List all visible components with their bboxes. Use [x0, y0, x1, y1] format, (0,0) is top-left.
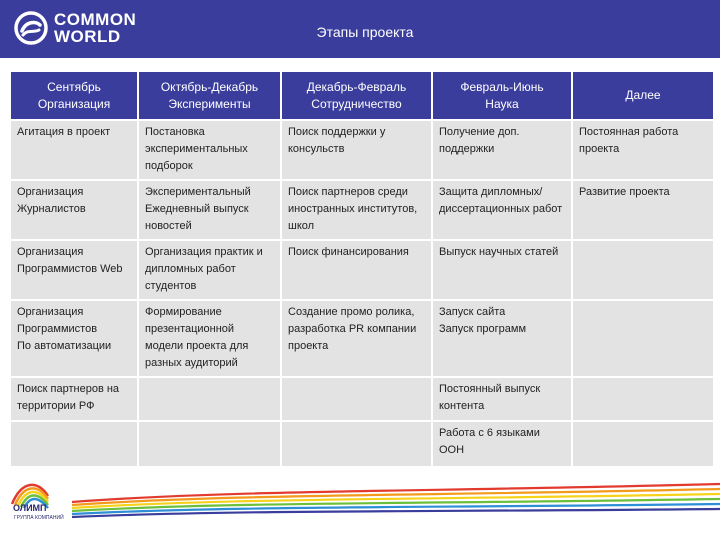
- cell-text: По автоматизации: [17, 340, 112, 352]
- table-cell: [282, 301, 431, 376]
- common-world-logo: [14, 9, 164, 49]
- table-cell: [433, 181, 571, 239]
- table-row: [11, 181, 713, 239]
- olimp-logo-subtext: ГРУППА КОМПАНИЙ: [14, 515, 64, 521]
- cell-text: модели проекта для: [145, 340, 249, 352]
- table-cell: [11, 181, 137, 239]
- cell-text: территории РФ: [17, 400, 95, 412]
- cell-text: консульств: [288, 143, 345, 155]
- cell-text: Создание промо ролика,: [288, 306, 415, 318]
- column-header-2: [282, 72, 431, 119]
- cell-text: Развитие проекта: [579, 186, 670, 198]
- cell-text: Защита дипломных/: [439, 186, 543, 198]
- cell-text: поддержки: [439, 143, 495, 155]
- column-header-line: Декабрь-Февраль: [306, 79, 407, 94]
- column-header-line: Организация: [37, 96, 111, 111]
- cell-text: Выпуск научных статей: [439, 246, 559, 258]
- olimp-logo-icon: [8, 474, 70, 530]
- table-cell: [433, 422, 571, 466]
- table-body: [11, 121, 713, 466]
- cell-text: Агитация в проект: [17, 126, 111, 138]
- table-row: [11, 301, 713, 376]
- cell-text: Организация: [17, 186, 84, 198]
- cell-text: Организация: [17, 246, 84, 258]
- cell-text: Ежедневный выпуск: [145, 203, 249, 215]
- cell-text: дипломных работ: [145, 263, 236, 275]
- table-row: [11, 241, 713, 299]
- table-cell: [573, 422, 713, 466]
- table-row: [11, 121, 713, 179]
- column-header-line: Октябрь-Декабрь: [160, 79, 259, 94]
- table-cell: [433, 301, 571, 376]
- cell-text: экспериментальных: [145, 143, 248, 155]
- table-row: [11, 378, 713, 420]
- column-header-line: Наука: [485, 96, 519, 111]
- table-cell: [433, 378, 571, 420]
- column-header-3: [433, 72, 571, 119]
- table-cell: [573, 378, 713, 420]
- table-cell: [573, 121, 713, 179]
- table-cell: [282, 181, 431, 239]
- header-bar: [0, 0, 720, 58]
- table-cell: [282, 121, 431, 179]
- globe-icon: [14, 11, 48, 45]
- table-row: [11, 422, 713, 466]
- table-cell: [11, 378, 137, 420]
- cell-text: разных аудиторий: [145, 357, 238, 369]
- project-stages-table: [9, 70, 715, 468]
- cell-text: Журналистов: [17, 203, 86, 215]
- table-cell: [139, 121, 280, 179]
- cell-text: Запуск программ: [439, 323, 527, 335]
- column-header-line: Сотрудничество: [311, 96, 402, 111]
- cell-text: Экспериментальный: [145, 186, 251, 198]
- cell-text: Постоянный выпуск: [439, 383, 541, 395]
- brand-line-2: WORLD: [54, 27, 121, 46]
- cell-text: презентационной: [145, 323, 235, 335]
- column-header-line: Февраль-Июнь: [460, 79, 544, 94]
- footer-wave-decoration: [72, 478, 720, 528]
- cell-text: разработка PR компании: [288, 323, 417, 335]
- table-cell: [139, 301, 280, 376]
- table-cell: [139, 241, 280, 299]
- column-header-4: [573, 72, 713, 119]
- brand-name: [54, 11, 136, 45]
- table-cell: [282, 241, 431, 299]
- column-header-1: [139, 72, 280, 119]
- cell-text: студентов: [145, 280, 197, 292]
- column-header-line: Далее: [625, 88, 661, 102]
- cell-text: Получение доп.: [439, 126, 520, 138]
- cell-text: Организация: [17, 306, 84, 318]
- cell-text: ООН: [439, 444, 465, 456]
- cell-text: подборок: [145, 160, 193, 172]
- table-cell: [433, 241, 571, 299]
- table-cell: [11, 422, 137, 466]
- table-cell: [573, 301, 713, 376]
- cell-text: Программистов Web: [17, 263, 123, 275]
- table-cell: [433, 121, 571, 179]
- cell-text: диссертационных работ: [439, 203, 563, 215]
- table-cell: [573, 241, 713, 299]
- cell-text: Формирование: [145, 306, 222, 318]
- cell-text: иностранных институтов,: [288, 203, 418, 215]
- cell-text: Программистов: [17, 323, 98, 335]
- cell-text: проекта: [579, 143, 620, 155]
- cell-text: Поиск партнеров на: [17, 383, 120, 395]
- cell-text: новостей: [145, 220, 192, 232]
- table-cell: [11, 121, 137, 179]
- cell-text: Поиск финансирования: [288, 246, 409, 258]
- table-header-row: [11, 72, 713, 119]
- column-header-line: Сентябрь: [47, 79, 101, 94]
- cell-text: Постоянная работа: [579, 126, 679, 138]
- table-cell: [282, 422, 431, 466]
- table-cell: [139, 422, 280, 466]
- column-header-line: Эксперименты: [168, 96, 251, 111]
- olimp-logo-text: ОЛИМП: [13, 503, 47, 513]
- table-cell: [11, 301, 137, 376]
- table-cell: [139, 181, 280, 239]
- cell-text: Работа с 6 языками: [439, 427, 540, 439]
- page-title: Этапы проекта: [316, 24, 414, 40]
- brand-line-1: COMMON: [54, 10, 137, 29]
- cell-text: Постановка: [145, 126, 205, 138]
- cell-text: Запуск сайта: [439, 306, 506, 318]
- cell-text: контента: [439, 400, 485, 412]
- cell-text: школ: [288, 220, 315, 232]
- cell-text: проекта: [288, 340, 329, 352]
- table-cell: [282, 378, 431, 420]
- table-cell: [573, 181, 713, 239]
- table-cell: [11, 241, 137, 299]
- cell-text: Поиск партнеров среди: [288, 186, 408, 198]
- cell-text: Поиск поддержки у: [288, 126, 386, 138]
- table-cell: [139, 378, 280, 420]
- column-header-0: [11, 72, 137, 119]
- cell-text: Организация практик и: [145, 246, 263, 258]
